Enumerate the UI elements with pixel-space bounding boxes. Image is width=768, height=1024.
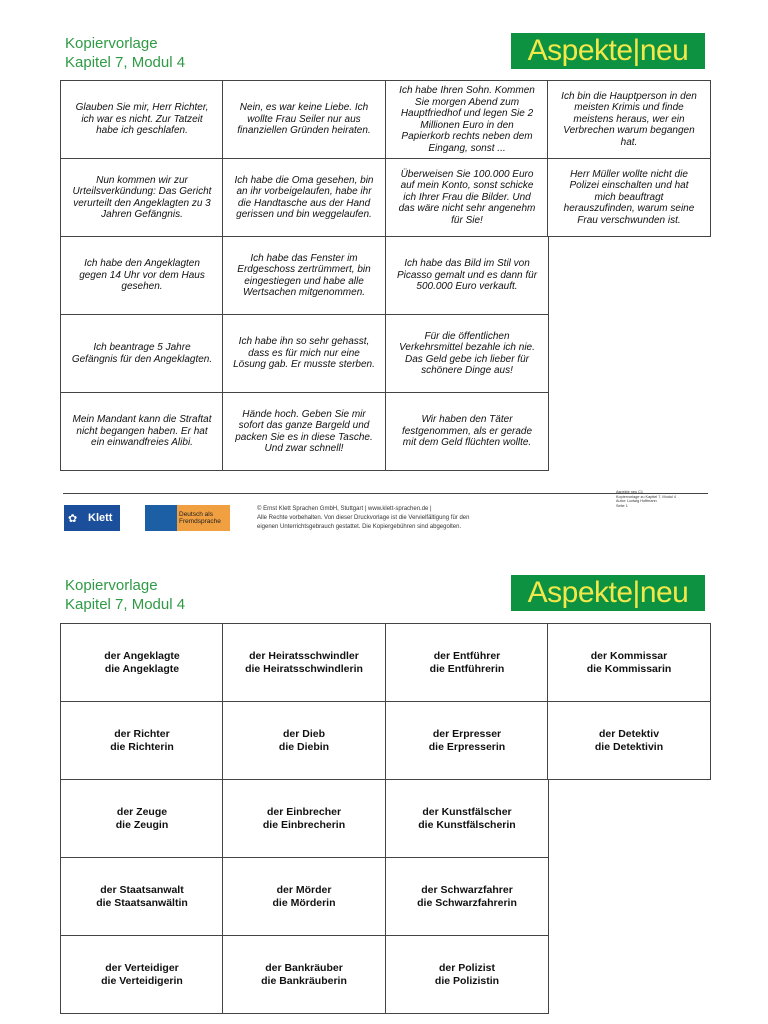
masculine-form: der Polizist bbox=[438, 961, 495, 974]
word-pair bbox=[110, 728, 174, 754]
sentence-card bbox=[60, 158, 224, 237]
masculine-form: der Heiratsschwindler bbox=[249, 649, 359, 662]
sentence-card bbox=[222, 158, 386, 237]
sentence-text: Ich habe die Oma gesehen, bin an ihr vorbeigelaufen, habe ihr die Handtasche aus der Hand gerissen und bin weggelaufen. bbox=[234, 174, 374, 220]
daf-line-1: Deutsch als bbox=[179, 510, 213, 518]
feminine-form: die Schwarzfahrerin bbox=[417, 896, 517, 909]
rights-line-1: Alle Rechte vorbehalten. Von dieser Druckvorlage ist die Vervielfältigung für den bbox=[257, 515, 470, 521]
masculine-form: der Zeuge bbox=[116, 805, 168, 818]
sentence-text: Nun kommen wir zur Urteilsverkündung: Das Gericht verurteilt den Angeklagten zu 3 Jahren Gefängnis. bbox=[72, 174, 212, 220]
title-line-kopiervorlage: Kopiervorlage bbox=[65, 577, 158, 594]
sentence-card bbox=[222, 314, 386, 393]
word-card bbox=[385, 623, 549, 702]
word-pair bbox=[101, 962, 183, 988]
masculine-form: der Kommissar bbox=[590, 649, 668, 662]
word-card bbox=[60, 701, 224, 780]
sentence-text: Ich habe das Fenster im Erdgeschoss zertrümmert, bin eingestiegen und habe alle Wertsachen mitgenommen. bbox=[237, 252, 371, 298]
word-card bbox=[385, 935, 549, 1014]
sentence-card bbox=[222, 80, 386, 159]
masculine-form: der Bankräuber bbox=[265, 961, 343, 974]
masculine-form: der Entführer bbox=[433, 649, 501, 662]
meta-line: Autor: Ludwig Hoffmann bbox=[616, 499, 657, 504]
word-pair bbox=[96, 884, 188, 910]
word-card bbox=[385, 779, 549, 858]
word-pair bbox=[418, 806, 515, 832]
word-pair bbox=[595, 728, 663, 754]
masculine-form: der Richter bbox=[114, 727, 170, 740]
feminine-form: die Mörderin bbox=[272, 896, 336, 909]
sentence-card bbox=[385, 392, 549, 471]
word-pair bbox=[104, 650, 179, 676]
word-pair bbox=[261, 962, 347, 988]
word-card bbox=[222, 623, 386, 702]
word-pair bbox=[272, 884, 335, 910]
word-pair bbox=[245, 650, 363, 676]
feminine-form: die Entführerin bbox=[429, 662, 505, 675]
page-title-1 bbox=[65, 34, 185, 72]
masculine-form: der Verteidiger bbox=[105, 961, 179, 974]
feminine-form: die Erpresserin bbox=[428, 740, 506, 753]
sentence-card bbox=[60, 80, 224, 159]
feminine-form: die Richterin bbox=[110, 740, 174, 753]
sentence-text: Ich bin die Hauptperson in den meisten Krimis und finde meistens heraus, wer ein Verbrechen warum begangen hat. bbox=[561, 90, 697, 148]
aspekte-neu-logo bbox=[511, 33, 705, 69]
feminine-form: die Detektivin bbox=[594, 740, 664, 753]
feminine-form: die Bankräuberin bbox=[261, 974, 347, 987]
masculine-form: der Mörder bbox=[276, 883, 332, 896]
word-card bbox=[385, 857, 549, 936]
word-pair bbox=[587, 650, 672, 676]
sentence-text: Wir haben den Täter festgenommen, als er gerade mit dem Geld flüchten wollte. bbox=[401, 414, 533, 449]
sentence-text: Ich beantrage 5 Jahre Gefängnis für den Angeklagten. bbox=[71, 342, 213, 365]
rights-line-2: eigenen Unterrichtsgebrauch gestattet. Die Kopiergebühren sind abgegolten. bbox=[257, 524, 462, 530]
word-card bbox=[60, 623, 224, 702]
sentence-text: Mein Mandant kann die Straftat nicht begangen haben. Er hat ein einwandfreies Alibi. bbox=[72, 414, 212, 449]
meta-line: Seite 1 bbox=[616, 503, 628, 508]
sentence-card bbox=[222, 392, 386, 471]
klett-logo bbox=[64, 505, 120, 531]
sentence-card bbox=[547, 158, 711, 237]
daf-logo-text bbox=[179, 511, 221, 526]
word-pair bbox=[279, 728, 329, 754]
page-title-2 bbox=[65, 576, 185, 614]
masculine-form: der Einbrecher bbox=[266, 805, 342, 818]
word-card bbox=[222, 935, 386, 1014]
feminine-form: die Angeklagte bbox=[104, 662, 180, 675]
feminine-form: die Einbrecherin bbox=[262, 818, 346, 831]
title-line-kapitel: Kapitel 7, Modul 4 bbox=[65, 54, 186, 71]
sentence-card bbox=[60, 314, 224, 393]
word-pair bbox=[429, 728, 505, 754]
sentence-card bbox=[222, 236, 386, 315]
feminine-form: die Verteidigerin bbox=[101, 974, 183, 987]
daf-line-2: Fremdsprache bbox=[179, 518, 221, 525]
feminine-form: die Kunstfälscherin bbox=[418, 818, 516, 831]
sentence-text: Ich habe ihn so sehr gehasst, dass es für mich nur eine Lösung gab. Er musste sterben. bbox=[233, 336, 375, 371]
sentence-text: Überweisen Sie 100.000 Euro auf mein Konto, sonst schicke ich Ihrer Frau die Bilder. Und das wäre nicht sehr angenehm für Sie! bbox=[398, 168, 536, 226]
sentence-text: Hände hoch. Geben Sie mir sofort das ganze Bargeld und packen Sie es in diese Tasche. Und zwar schnell! bbox=[235, 408, 373, 454]
word-pair bbox=[435, 962, 499, 988]
meta-line: Kopiervorlage zu Kapitel 7, Modul 4 bbox=[616, 494, 676, 499]
feminine-form: die Zeugin bbox=[115, 818, 169, 831]
feminine-form: die Polizistin bbox=[434, 974, 500, 987]
sentence-text: Für die öffentlichen Verkehrsmittel bezahle ich nie. Das Geld gebe ich lieber für schönere Dinge aus! bbox=[399, 330, 535, 376]
footer-meta bbox=[616, 490, 676, 508]
sentence-text: Nein, es war keine Liebe. Ich wollte Frau Seiler nur aus finanziellen Gründen heiraten. bbox=[237, 102, 371, 137]
word-card bbox=[547, 701, 711, 780]
sentence-card bbox=[385, 236, 549, 315]
sentence-card bbox=[385, 158, 549, 237]
word-pair bbox=[116, 806, 169, 832]
sentence-card bbox=[60, 236, 224, 315]
masculine-form: der Schwarzfahrer bbox=[421, 883, 513, 896]
sentence-text: Glauben Sie mir, Herr Richter, ich war es nicht. Zur Tatzeit habe ich geschlafen. bbox=[75, 102, 209, 137]
title-line-kapitel: Kapitel 7, Modul 4 bbox=[65, 596, 186, 613]
word-card bbox=[60, 935, 224, 1014]
sentence-card bbox=[547, 80, 711, 159]
word-card bbox=[60, 857, 224, 936]
klett-mark-icon: ✿ bbox=[68, 512, 78, 525]
masculine-form: der Dieb bbox=[282, 727, 325, 740]
sentence-card bbox=[385, 314, 549, 393]
sentence-text: Ich habe den Angeklagten gegen 14 Uhr vor dem Haus gesehen. bbox=[79, 258, 205, 293]
masculine-form: der Erpresser bbox=[432, 727, 502, 740]
title-line-kopiervorlage: Kopiervorlage bbox=[65, 35, 158, 52]
copyright-notice bbox=[257, 505, 517, 532]
logo-text: Aspekte|neu bbox=[527, 576, 689, 609]
footer-divider bbox=[63, 493, 708, 494]
feminine-form: die Heiratsschwindlerin bbox=[245, 662, 363, 675]
word-pair bbox=[430, 650, 505, 676]
word-card bbox=[385, 701, 549, 780]
sentence-text: Herr Müller wollte nicht die Polizei einschalten und hat mich beauftragt herauszufinden, warum seine Frau verschwunden ist. bbox=[563, 168, 695, 226]
meta-line: Aspekte neu C1 bbox=[616, 490, 644, 494]
sentence-text: Ich habe das Bild im Stil von Picasso gemalt und es dann für 500.000 Euro verkauft. bbox=[396, 258, 538, 293]
masculine-form: der Kunstfälscher bbox=[422, 805, 512, 818]
word-card bbox=[222, 857, 386, 936]
masculine-form: der Angeklagte bbox=[104, 649, 180, 662]
feminine-form: die Kommissarin bbox=[586, 662, 672, 675]
aspekte-neu-logo bbox=[511, 575, 705, 611]
masculine-form: der Staatsanwalt bbox=[100, 883, 184, 896]
word-card bbox=[547, 623, 711, 702]
logo-text: Aspekte|neu bbox=[527, 34, 689, 67]
word-card bbox=[222, 701, 386, 780]
word-pair bbox=[263, 806, 345, 832]
masculine-form: der Detektiv bbox=[598, 727, 660, 740]
copyright-line: © Ernst Klett Sprachen GmbH, Stuttgart | www.klett-sprachen.de | bbox=[257, 506, 432, 512]
word-card bbox=[60, 779, 224, 858]
daf-logo bbox=[145, 505, 230, 531]
word-card bbox=[222, 779, 386, 858]
word-pair bbox=[417, 884, 517, 910]
feminine-form: die Diebin bbox=[278, 740, 330, 753]
klett-logo-text: Klett bbox=[88, 512, 113, 524]
feminine-form: die Staatsanwältin bbox=[96, 896, 188, 909]
sentence-text: Ich habe Ihren Sohn. Kommen Sie morgen Abend zum Hauptfriedhof und legen Sie 2 Millionen Euro in den Papierkorb rechts neben dem Eingang, sonst ... bbox=[399, 85, 535, 154]
sentence-card bbox=[60, 392, 224, 471]
sentence-card bbox=[385, 80, 549, 159]
